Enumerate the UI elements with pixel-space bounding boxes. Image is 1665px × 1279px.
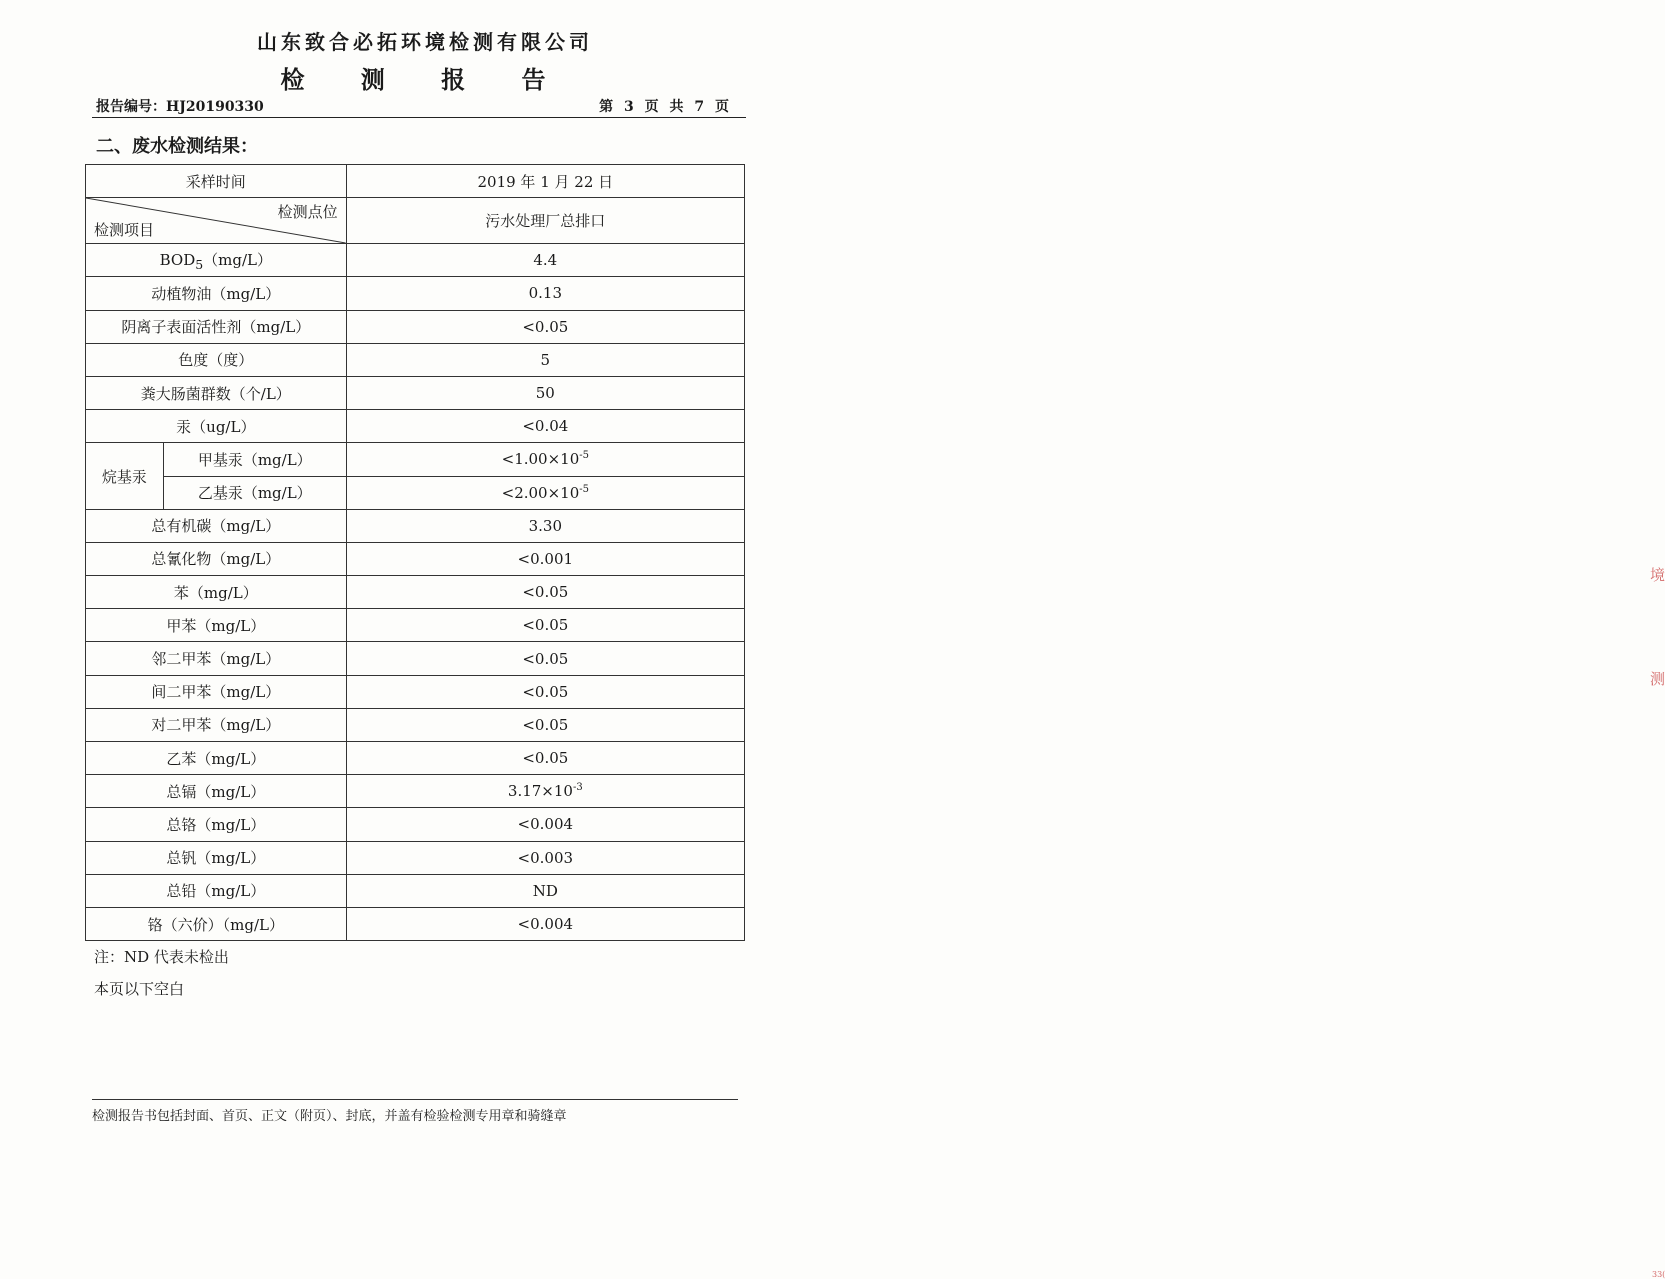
table-row (86, 609, 745, 642)
group-label: 烷基汞 (86, 443, 164, 509)
table-row (86, 476, 745, 509)
table-row (86, 343, 745, 376)
point-value: 污水处理厂总排口 (346, 198, 744, 244)
table-row (86, 841, 745, 874)
item-subscript: 5 (195, 256, 204, 272)
value-cell: <0.05 (346, 576, 744, 609)
value-cell: 5 (346, 343, 744, 376)
table-row (86, 708, 745, 741)
table-row (86, 277, 745, 310)
stamp-char: 测 (1650, 670, 1665, 688)
table-row (86, 775, 745, 808)
table-row (86, 443, 745, 476)
table-row (86, 874, 745, 907)
item-cell: 邻二甲苯（mg/L） (86, 642, 347, 675)
table-row (86, 376, 745, 409)
section-title: 二、废水检测结果： (96, 136, 258, 157)
point-label: 检测点位 (277, 203, 338, 222)
sampling-time-label: 采样时间 (86, 165, 347, 198)
company-name: 山东致合必拓环境检测有限公司 (257, 30, 593, 54)
value-cell: 3.30 (346, 509, 744, 542)
item-cell: 汞（ug/L） (86, 410, 347, 443)
item-cell: 粪大肠菌群数（个/L） (86, 376, 347, 409)
value-cell: <0.001 (346, 542, 744, 575)
stamp-char: 境 (1650, 566, 1665, 584)
report-number: 报告编号：HJ20190330 (96, 99, 264, 115)
item-cell: 总镉（mg/L） (86, 775, 347, 808)
report-title: 检 测 报 告 (280, 65, 570, 94)
value-cell: <0.003 (346, 841, 744, 874)
value-cell: ND (346, 874, 744, 907)
page-info: 第 3 页 共 7 页 (599, 99, 732, 115)
value-cell: 0.13 (346, 277, 744, 310)
item-cell: 总钒（mg/L） (86, 841, 347, 874)
table-row (86, 244, 745, 277)
value-base: <2.00×10 (501, 483, 580, 502)
sampling-time-value: 2019 年 1 月 22 日 (346, 165, 744, 198)
value-cell: <0.05 (346, 675, 744, 708)
header-rule (92, 117, 746, 118)
value-exponent: -3 (572, 782, 583, 794)
sampling-time-row (86, 165, 745, 198)
item-cell: 总有机碳（mg/L） (86, 509, 347, 542)
item-cell: 乙苯（mg/L） (86, 742, 347, 775)
diagonal-header-cell (86, 198, 347, 244)
results-table (85, 164, 745, 941)
value-exponent: -5 (579, 483, 589, 495)
table-row (86, 410, 745, 443)
item-unit: （mg/L） (203, 250, 273, 269)
value-base: 3.17×10 (507, 782, 573, 801)
value-cell: <0.004 (346, 808, 744, 841)
value-cell: <0.05 (346, 642, 744, 675)
nd-note: 注：ND 代表未检出 (94, 948, 229, 966)
table-row (86, 310, 745, 343)
stamp-number: 33( (1652, 1270, 1665, 1279)
value-cell: <0.04 (346, 410, 744, 443)
table-row (86, 742, 745, 775)
value-cell: <0.05 (346, 310, 744, 343)
table-row (86, 542, 745, 575)
footer-rule (92, 1099, 738, 1100)
value-cell: <0.05 (346, 609, 744, 642)
value-cell: 50 (346, 376, 744, 409)
table-row (86, 576, 745, 609)
blank-note: 本页以下空白 (94, 980, 185, 998)
value-cell: <0.05 (346, 708, 744, 741)
table-row (86, 808, 745, 841)
footer-text: 检测报告书包括封面、首页、正文（附页）、封底，并盖有检验检测专用章和骑缝章 (92, 1109, 567, 1124)
value-cell: <0.004 (346, 907, 744, 940)
value-base: <1.00×10 (501, 450, 580, 469)
item-cell: 甲苯（mg/L） (86, 609, 347, 642)
item-cell: 间二甲苯（mg/L） (86, 675, 347, 708)
value-cell: <0.05 (346, 742, 744, 775)
table-row (86, 907, 745, 940)
header-row (86, 198, 745, 244)
item-cell: 对二甲苯（mg/L） (86, 708, 347, 741)
item-cell (86, 244, 347, 277)
item-cell: 铬（六价）（mg/L） (86, 907, 347, 940)
item-cell: 总氰化物（mg/L） (86, 542, 347, 575)
item-cell: 苯（mg/L） (86, 576, 347, 609)
item-name: BOD (159, 250, 196, 269)
item-cell: 阴离子表面活性剂（mg/L） (86, 310, 347, 343)
value-cell (346, 443, 744, 476)
table-row (86, 642, 745, 675)
table-row (86, 675, 745, 708)
value-exponent: -5 (579, 450, 589, 462)
item-cell: 乙基汞（mg/L） (163, 476, 346, 509)
value-cell (346, 476, 744, 509)
item-cell: 动植物油（mg/L） (86, 277, 347, 310)
item-cell: 总铬（mg/L） (86, 808, 347, 841)
value-cell: 4.4 (346, 244, 744, 277)
value-cell (346, 775, 744, 808)
item-label: 检测项目 (94, 221, 155, 240)
table-row (86, 509, 745, 542)
item-cell: 色度（度） (86, 343, 347, 376)
item-cell: 总铅（mg/L） (86, 874, 347, 907)
seal-stamp (822, 556, 1665, 1279)
item-cell: 甲基汞（mg/L） (163, 443, 346, 476)
